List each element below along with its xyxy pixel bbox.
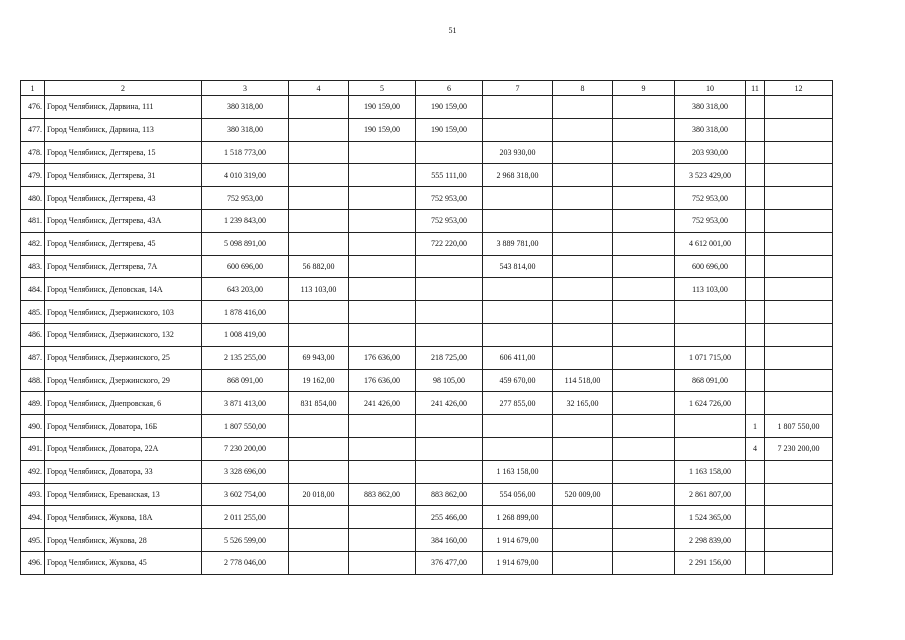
column-header: 10	[675, 81, 746, 96]
row-number-cell: 491.	[21, 437, 45, 460]
amount-cell: 555 111,00	[416, 164, 483, 187]
amount-cell	[553, 118, 613, 141]
amount-cell: 277 855,00	[483, 392, 553, 415]
amount-cell: 5 098 891,00	[202, 232, 289, 255]
address-cell: Город Челябинск, Дзержинского, 29	[45, 369, 202, 392]
amount-cell	[553, 323, 613, 346]
amount-cell	[613, 255, 675, 278]
amount-cell: 190 159,00	[416, 96, 483, 119]
count-cell	[746, 506, 765, 529]
amount-cell: 520 009,00	[553, 483, 613, 506]
count-cell	[746, 232, 765, 255]
table-row	[21, 437, 833, 460]
amount-cell	[675, 415, 746, 438]
amount-cell	[765, 209, 833, 232]
amount-cell	[416, 141, 483, 164]
amount-cell: 752 953,00	[416, 187, 483, 210]
amount-cell	[613, 232, 675, 255]
count-cell	[746, 301, 765, 324]
amount-cell	[553, 460, 613, 483]
amount-cell	[765, 96, 833, 119]
count-cell	[746, 323, 765, 346]
address-cell: Город Челябинск, Жукова, 18А	[45, 506, 202, 529]
amount-cell	[289, 118, 349, 141]
address-cell: Город Челябинск, Доватора, 22А	[45, 437, 202, 460]
row-number-cell: 490.	[21, 415, 45, 438]
amount-cell: 1 807 550,00	[765, 415, 833, 438]
amount-cell	[553, 346, 613, 369]
amount-cell	[553, 301, 613, 324]
amount-cell	[289, 551, 349, 574]
amount-cell: 459 670,00	[483, 369, 553, 392]
amount-cell: 176 636,00	[349, 346, 416, 369]
amount-cell: 1 624 726,00	[675, 392, 746, 415]
amount-cell	[349, 141, 416, 164]
amount-cell	[349, 415, 416, 438]
page-number: 51	[448, 26, 457, 35]
address-cell: Город Челябинск, Дзержинского, 25	[45, 346, 202, 369]
count-cell	[746, 392, 765, 415]
amount-cell	[416, 460, 483, 483]
table-row	[21, 506, 833, 529]
amount-cell: 7 230 200,00	[202, 437, 289, 460]
amount-cell: 4 612 001,00	[675, 232, 746, 255]
amount-cell: 376 477,00	[416, 551, 483, 574]
table-row	[21, 346, 833, 369]
table-row	[21, 187, 833, 210]
row-number-cell: 488.	[21, 369, 45, 392]
amount-cell: 203 930,00	[675, 141, 746, 164]
address-cell: Город Челябинск, Деповская, 14А	[45, 278, 202, 301]
amount-cell	[613, 551, 675, 574]
amount-cell: 1 163 158,00	[483, 460, 553, 483]
amount-cell: 1 807 550,00	[202, 415, 289, 438]
table-row	[21, 232, 833, 255]
amount-cell: 190 159,00	[349, 118, 416, 141]
amount-cell: 32 165,00	[553, 392, 613, 415]
amount-cell	[613, 278, 675, 301]
table-body	[21, 96, 833, 575]
amount-cell: 56 882,00	[289, 255, 349, 278]
amount-cell	[675, 301, 746, 324]
amount-cell	[349, 187, 416, 210]
column-header: 5	[349, 81, 416, 96]
amount-cell	[675, 437, 746, 460]
amount-cell	[553, 551, 613, 574]
row-number-cell: 478.	[21, 141, 45, 164]
address-cell: Город Челябинск, Доватора, 16Б	[45, 415, 202, 438]
address-cell: Город Челябинск, Дарвина, 113	[45, 118, 202, 141]
table-row	[21, 551, 833, 574]
amount-cell	[349, 278, 416, 301]
amount-cell	[613, 483, 675, 506]
amount-cell: 203 930,00	[483, 141, 553, 164]
amount-cell	[613, 529, 675, 552]
row-number-cell: 492.	[21, 460, 45, 483]
row-number-cell: 494.	[21, 506, 45, 529]
amount-cell	[289, 415, 349, 438]
amount-cell: 2 291 156,00	[675, 551, 746, 574]
column-header: 1	[21, 81, 45, 96]
amount-cell: 241 426,00	[416, 392, 483, 415]
table-row	[21, 483, 833, 506]
amount-cell: 2 135 255,00	[202, 346, 289, 369]
amount-cell	[553, 415, 613, 438]
amount-cell	[553, 529, 613, 552]
amount-cell	[613, 164, 675, 187]
amount-cell	[289, 187, 349, 210]
amount-cell	[289, 437, 349, 460]
column-header: 9	[613, 81, 675, 96]
table-row	[21, 255, 833, 278]
amount-cell: 831 854,00	[289, 392, 349, 415]
amount-cell	[289, 232, 349, 255]
amount-cell	[289, 209, 349, 232]
amount-cell: 19 162,00	[289, 369, 349, 392]
amount-cell: 1 008 419,00	[202, 323, 289, 346]
amount-cell: 600 696,00	[675, 255, 746, 278]
amount-cell: 4 010 319,00	[202, 164, 289, 187]
amount-cell: 1 518 773,00	[202, 141, 289, 164]
address-cell: Город Челябинск, Жукова, 28	[45, 529, 202, 552]
row-number-cell: 481.	[21, 209, 45, 232]
amount-cell: 1 163 158,00	[675, 460, 746, 483]
amount-cell: 1 914 679,00	[483, 529, 553, 552]
amount-cell	[289, 323, 349, 346]
amount-cell	[765, 323, 833, 346]
amount-cell	[553, 506, 613, 529]
amount-cell	[416, 323, 483, 346]
amount-cell: 5 526 599,00	[202, 529, 289, 552]
amount-cell	[765, 369, 833, 392]
count-cell	[746, 529, 765, 552]
table-row	[21, 164, 833, 187]
row-number-cell: 476.	[21, 96, 45, 119]
amount-cell	[613, 96, 675, 119]
amount-cell: 752 953,00	[675, 187, 746, 210]
address-cell: Город Челябинск, Дегтярева, 7А	[45, 255, 202, 278]
registry-table	[20, 80, 833, 575]
count-cell	[746, 369, 765, 392]
count-cell: 1	[746, 415, 765, 438]
amount-cell	[553, 278, 613, 301]
amount-cell: 554 056,00	[483, 483, 553, 506]
amount-cell: 722 220,00	[416, 232, 483, 255]
amount-cell: 752 953,00	[202, 187, 289, 210]
count-cell	[746, 346, 765, 369]
amount-cell	[483, 187, 553, 210]
amount-cell	[553, 187, 613, 210]
amount-cell	[483, 437, 553, 460]
row-number-cell: 495.	[21, 529, 45, 552]
table-row	[21, 415, 833, 438]
amount-cell	[349, 506, 416, 529]
count-cell	[746, 118, 765, 141]
row-number-cell: 479.	[21, 164, 45, 187]
amount-cell	[765, 301, 833, 324]
column-header: 3	[202, 81, 289, 96]
column-header: 12	[765, 81, 833, 96]
count-cell	[746, 255, 765, 278]
address-cell: Город Челябинск, Дегтярева, 43А	[45, 209, 202, 232]
amount-cell	[553, 209, 613, 232]
amount-cell: 69 943,00	[289, 346, 349, 369]
amount-cell	[416, 278, 483, 301]
amount-cell	[416, 255, 483, 278]
amount-cell	[613, 209, 675, 232]
amount-cell	[765, 141, 833, 164]
amount-cell	[613, 118, 675, 141]
amount-cell: 2 861 807,00	[675, 483, 746, 506]
count-cell: 4	[746, 437, 765, 460]
amount-cell	[416, 415, 483, 438]
amount-cell: 1 071 715,00	[675, 346, 746, 369]
count-cell	[746, 141, 765, 164]
amount-cell: 868 091,00	[202, 369, 289, 392]
address-cell: Город Челябинск, Дегтярева, 15	[45, 141, 202, 164]
amount-cell	[613, 506, 675, 529]
row-number-cell: 477.	[21, 118, 45, 141]
table-row	[21, 118, 833, 141]
amount-cell: 1 914 679,00	[483, 551, 553, 574]
amount-cell: 380 318,00	[675, 96, 746, 119]
amount-cell: 190 159,00	[349, 96, 416, 119]
amount-cell	[483, 96, 553, 119]
amount-cell	[613, 369, 675, 392]
amount-cell: 190 159,00	[416, 118, 483, 141]
amount-cell: 543 814,00	[483, 255, 553, 278]
amount-cell: 2 778 046,00	[202, 551, 289, 574]
amount-cell	[613, 415, 675, 438]
amount-cell	[765, 529, 833, 552]
amount-cell	[289, 96, 349, 119]
row-number-cell: 484.	[21, 278, 45, 301]
amount-cell: 3 523 429,00	[675, 164, 746, 187]
row-number-cell: 496.	[21, 551, 45, 574]
amount-cell: 3 328 696,00	[202, 460, 289, 483]
amount-cell	[289, 301, 349, 324]
amount-cell	[416, 437, 483, 460]
table-row	[21, 96, 833, 119]
amount-cell: 883 862,00	[416, 483, 483, 506]
amount-cell: 1 524 365,00	[675, 506, 746, 529]
amount-cell	[553, 164, 613, 187]
row-number-cell: 487.	[21, 346, 45, 369]
row-number-cell: 482.	[21, 232, 45, 255]
count-cell	[746, 483, 765, 506]
column-header: 8	[553, 81, 613, 96]
count-cell	[746, 551, 765, 574]
address-cell: Город Челябинск, Дегтярева, 45	[45, 232, 202, 255]
amount-cell: 2 011 255,00	[202, 506, 289, 529]
amount-cell: 380 318,00	[202, 118, 289, 141]
column-header: 6	[416, 81, 483, 96]
amount-cell: 1 878 416,00	[202, 301, 289, 324]
row-number-cell: 483.	[21, 255, 45, 278]
amount-cell	[613, 346, 675, 369]
amount-cell	[613, 323, 675, 346]
amount-cell	[765, 483, 833, 506]
amount-cell	[765, 392, 833, 415]
count-cell	[746, 209, 765, 232]
table-row	[21, 323, 833, 346]
address-cell: Город Челябинск, Дегтярева, 31	[45, 164, 202, 187]
amount-cell	[765, 164, 833, 187]
table-row	[21, 460, 833, 483]
table-row	[21, 369, 833, 392]
column-header: 7	[483, 81, 553, 96]
amount-cell	[289, 506, 349, 529]
address-cell: Город Челябинск, Дзержинского, 103	[45, 301, 202, 324]
address-cell: Город Челябинск, Дегтярева, 43	[45, 187, 202, 210]
amount-cell	[483, 415, 553, 438]
amount-cell	[349, 460, 416, 483]
column-header: 2	[45, 81, 202, 96]
address-cell: Город Челябинск, Доватора, 33	[45, 460, 202, 483]
address-cell: Город Челябинск, Дарвина, 111	[45, 96, 202, 119]
amount-cell	[765, 346, 833, 369]
amount-cell	[553, 255, 613, 278]
address-cell: Город Челябинск, Днепровская, 6	[45, 392, 202, 415]
amount-cell: 868 091,00	[675, 369, 746, 392]
amount-cell: 883 862,00	[349, 483, 416, 506]
amount-cell	[289, 141, 349, 164]
count-cell	[746, 278, 765, 301]
amount-cell: 600 696,00	[202, 255, 289, 278]
amount-cell: 752 953,00	[675, 209, 746, 232]
amount-cell: 643 203,00	[202, 278, 289, 301]
amount-cell: 20 018,00	[289, 483, 349, 506]
amount-cell	[349, 437, 416, 460]
amount-cell: 2 298 839,00	[675, 529, 746, 552]
amount-cell	[553, 96, 613, 119]
amount-cell	[349, 323, 416, 346]
amount-cell	[289, 529, 349, 552]
amount-cell	[765, 460, 833, 483]
row-number-cell: 480.	[21, 187, 45, 210]
amount-cell	[613, 141, 675, 164]
amount-cell	[483, 118, 553, 141]
amount-cell: 176 636,00	[349, 369, 416, 392]
amount-cell: 241 426,00	[349, 392, 416, 415]
amount-cell	[765, 232, 833, 255]
amount-cell	[483, 323, 553, 346]
amount-cell	[765, 551, 833, 574]
amount-cell: 752 953,00	[416, 209, 483, 232]
amount-cell	[765, 506, 833, 529]
amount-cell	[349, 551, 416, 574]
amount-cell: 113 103,00	[675, 278, 746, 301]
row-number-cell: 486.	[21, 323, 45, 346]
amount-cell	[289, 460, 349, 483]
amount-cell	[349, 255, 416, 278]
amount-cell	[349, 164, 416, 187]
address-cell: Город Челябинск, Ереванская, 13	[45, 483, 202, 506]
amount-cell	[553, 232, 613, 255]
amount-cell: 2 968 318,00	[483, 164, 553, 187]
amount-cell: 384 160,00	[416, 529, 483, 552]
column-header: 11	[746, 81, 765, 96]
amount-cell: 218 725,00	[416, 346, 483, 369]
amount-cell	[675, 323, 746, 346]
table-row	[21, 392, 833, 415]
amount-cell: 1 268 899,00	[483, 506, 553, 529]
amount-cell	[483, 209, 553, 232]
amount-cell	[613, 187, 675, 210]
row-number-cell: 493.	[21, 483, 45, 506]
amount-cell	[483, 278, 553, 301]
count-cell	[746, 96, 765, 119]
count-cell	[746, 187, 765, 210]
amount-cell	[553, 437, 613, 460]
amount-cell	[613, 392, 675, 415]
count-cell	[746, 460, 765, 483]
amount-cell: 113 103,00	[289, 278, 349, 301]
address-cell: Город Челябинск, Жукова, 45	[45, 551, 202, 574]
amount-cell	[553, 141, 613, 164]
amount-cell	[289, 164, 349, 187]
amount-cell	[349, 232, 416, 255]
row-number-cell: 489.	[21, 392, 45, 415]
amount-cell: 7 230 200,00	[765, 437, 833, 460]
table-row	[21, 278, 833, 301]
amount-cell: 3 602 754,00	[202, 483, 289, 506]
amount-cell	[349, 301, 416, 324]
amount-cell	[613, 460, 675, 483]
table-row	[21, 209, 833, 232]
amount-cell: 255 466,00	[416, 506, 483, 529]
amount-cell: 3 871 413,00	[202, 392, 289, 415]
amount-cell	[765, 187, 833, 210]
amount-cell	[416, 301, 483, 324]
amount-cell	[765, 278, 833, 301]
amount-cell	[765, 255, 833, 278]
row-number-cell: 485.	[21, 301, 45, 324]
address-cell: Город Челябинск, Дзержинского, 132	[45, 323, 202, 346]
amount-cell	[765, 118, 833, 141]
amount-cell	[613, 437, 675, 460]
table-row	[21, 529, 833, 552]
count-cell	[746, 164, 765, 187]
amount-cell: 3 889 781,00	[483, 232, 553, 255]
amount-cell: 1 239 843,00	[202, 209, 289, 232]
amount-cell	[483, 301, 553, 324]
amount-cell	[349, 209, 416, 232]
amount-cell	[349, 529, 416, 552]
table-row	[21, 301, 833, 324]
column-header: 4	[289, 81, 349, 96]
table-header-row	[21, 81, 833, 96]
amount-cell: 98 105,00	[416, 369, 483, 392]
amount-cell	[613, 301, 675, 324]
amount-cell: 380 318,00	[202, 96, 289, 119]
amount-cell: 380 318,00	[675, 118, 746, 141]
table-row	[21, 141, 833, 164]
amount-cell: 114 518,00	[553, 369, 613, 392]
amount-cell: 606 411,00	[483, 346, 553, 369]
